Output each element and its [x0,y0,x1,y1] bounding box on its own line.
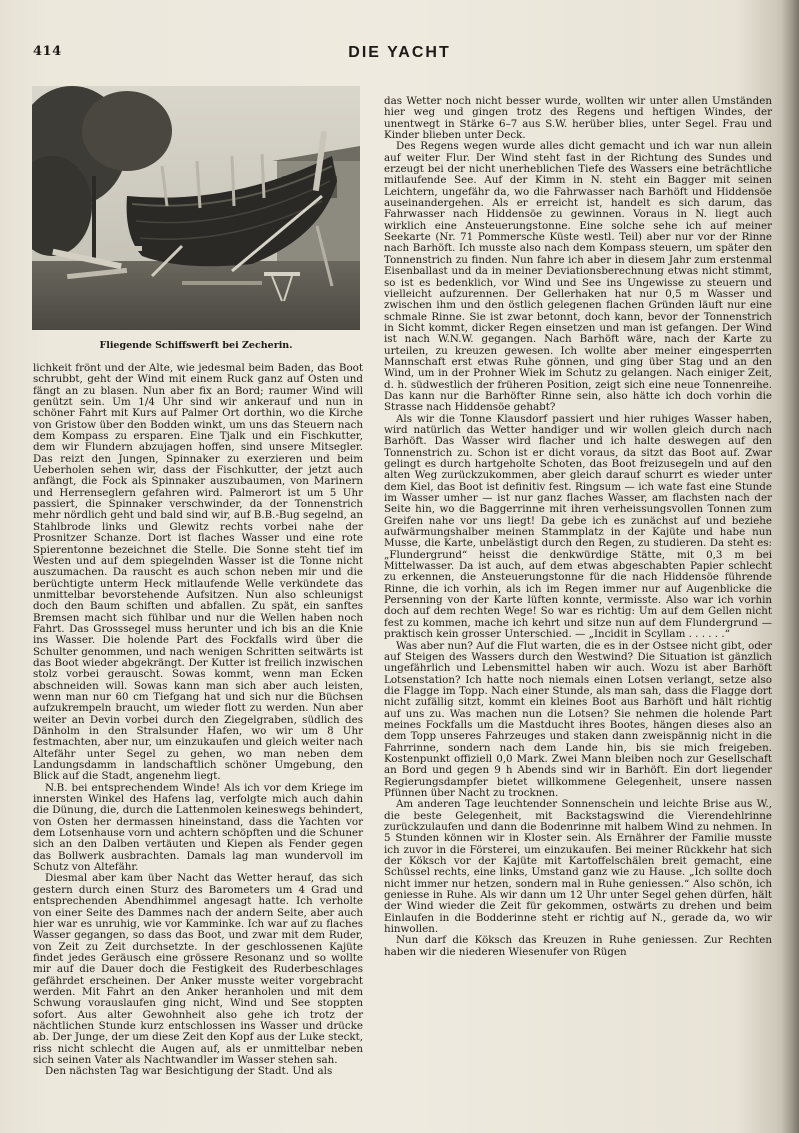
page-number: 414 [33,44,62,59]
page-header-title: DIE YACHT [348,44,451,61]
shipyard-photo-illustration [32,86,360,330]
right-paragraph-1: das Wetter noch nicht besser wurde, wollten wir unter allen Umständen hier weg und gingen trotz des Regens und heftigen Windes, der unentwegt in Stärke 6–7 aus S.W. herüber blies, unter Segel. Frau und Kinder blieben unter Deck. [384,95,772,142]
left-paragraph-2: N.B. bei entsprechendem Winde! Als ich vor dem Kriege im innersten Winkel des Hafens lag, verfolgte mich auch dahin die Dünung, die, durch die Lattenmolen keineswegs behindert, von Osten her dermassen hineinstand, dass die Yachten vor dem Lotsenhause vorn und achtern schöpften und die Schuner sich an den Dalben vertäuten und Kiepen als Fender gegen das Bollwerk ausbrachten. Damals lag man wundervoll im Schutz von Altefähr. [33,781,363,874]
right-paragraph-6: Nun darf die Köksch das Kreuzen in Ruhe geniessen. Zur Rechten haben wir die niederen Wiesenufer von Rügen [384,934,772,958]
left-paragraph-3: Diesmal aber kam über Nacht das Wetter herauf, das sich gestern durch einen Sturz des Barometers um 4 Grad und entsprechenden Abendhimmel angesagt hatte. Ich verholte von einer Seite des Dammes nach der andern Seite, aber auch hier war es unruhig, wie vor Kamminke. Ich war auf zu flaches Wasser gegangen, so dass das Boot, und zwar mit dem Ruder, von Zeit zu Zeit durchsetzte. In der geschlossenen Kajüte findet jedes Geräusch eine grössere Resonanz und so wollte mir auf die Dauer doch die Festigkeit des Ruderbeschlages gefährdet erscheinen. Der Anker musste weiter vorgebracht werden. Mit Fahrt an den Anker heranholen und mit dem Schwung vorauslaufen ging nicht, Wind und See stoppten sofort. Aus alter Gewohnheit also gehe ich trotz der nächtlichen Stunde kurz entschlossen ins Wasser und drücke ab. Der Junge, der um diese Zeit den Kopf aus der Luke steckt, riss nicht schlecht die Augen auf, als er unmittelbar neben sich seinen Vater als Nachtwandler im Wasser stehen sah. [33,872,363,1066]
right-paragraph-2: Des Regens wegen wurde alles dicht gemacht und ich war nun allein auf weiter Flur. Der Wind steht fast in der Richtung des Sundes und erzeugt bei der nicht unerheblichen Tiefe des Wassers eine beträchtliche mitlaufende See. Auf der Kimm in N. steht ein Bagger mit seinen Leichtern, ungefähr da, wo die Fahrwasser nach Barhöft und Hiddensöe auseinandergehen. Als er erreicht ist, handelt es sich darum, das Fahrwasser nach Hiddensöe zu gewinnen. Voraus in N. liegt auch wirklich eine Ansteuerungstonne. Eine solche sehe ich auf meiner Seekarte (Nr. 71 Pommersche Küste westl. Teil) aber nur vor der Rinne nach Barhöft. Ich musste also nach dem Kompass steuern, um später den Tonnenstrich zu finden. Nun fahre ich aber in diesem Jahr zum erstenmal Eisenballast und da in meiner Deviationsberechnung etwas nicht stimmt, so ist es bedenklich, vor Wind und See ins Ungewisse zu steuern und vielleicht aufzurennen. Der Gellerhaken hat nur 0,5 m Wasser und zwischen ihm und den östlich gelegenen flachen Gründen läuft nur eine schmale Rinne. Sie ist zwar betonnt, doch kann, bevor der Tonnenstrich in Sicht kommt, dicker Regen einsetzen und man ist gefangen. Der Wind ist nach W.N.W. gegangen. Nach Barhöft wäre, nach der Karte zu urteilen, zu kreuzen gewesen. Ich wollte aber meiner eingesperrten Mannschaft erst etwas Ruhe gönnen, und ging über Stag und an den Wind, um in der Prohner Wiek im Schutz zu gelangen. Nach einiger Zeit, d. h. südwestlich der früheren Position, zeigt sich eine neue Tonnenreihe. Das kann nur die Barhöfter Rinne sein, also hätte ich doch vorhin die Strasse nach Hiddensöe gehabt? [384,140,772,414]
shipyard-photo [32,86,360,330]
right-text-column [384,96,772,958]
left-paragraph-1: lichkeit frönt und der Alte, wie jedesmal beim Baden, das Boot schrubbt, geht der Wind mit einem Ruck ganz auf Osten und fängt an zu blasen. Nun aber fix an Bord; raumer Wind will genützt sein. Um 1/4 Uhr sind wir ankerauf und nun in schöner Fahrt mit Kurs auf Palmer Ort dorthin, wo die Kirche von Gristow über den Bodden winkt, um uns das Steuern nach dem Kompass zu ersparen. Eine Tjalk und ein Fischkutter, dem wir Flundern abzujagen hoffen, sind unsere Mitsegler. Das reizt den Jungen, Spinnaker zu exerzieren und beim Ueberholen sehen wir, dass der Fischkutter, der jetzt auch anfängt, die Fock als Spinnaker auszubaumen, von Marinern und Herrenseglern gefahren wird. Palmerort ist um 5 Uhr passiert, die Spinnaker verschwinder, da der Tonnenstrich mehr nördlich geht und bald sind wir, auf B.B.-Bug segelnd, an Stahlbrode links und Glewitz rechts vorbei nahe der Prosnitzer Schanze. Dort ist flaches Wasser und eine rote Spierentonne bezeichnet die Stelle. Die Sonne steht tief im Westen und auf dem spiegelnden Wasser ist die Tonne nicht auszumachen. Da rauscht es auch schon neben mir und die berüchtigte unterm Heck mitlaufende Welle verkündete das unmittelbar bevorstehende Aufsitzen. Nun also schleunigst doch den Baum schiften und abfallen. Zu spät, ein sanftes Bremsen macht sich fühlbar und nur die Wellen haben noch Fahrt. Das Grosssegel muss herunter und ich bis an die Knie ins Wasser. Die holende Part des Fockfalls wird über die Schulter genommen, und nach wenigen Schritten seitwärts ist das Boot wieder abgekrängt. Der Kutter ist freilich inzwischen stolz vorbei gerauscht. Sowas kommt, wenn man Ecken abschneiden will. Sowas kann man sich aber auch leisten, wenn man nur 60 cm Tiefgang hat und sich nur die Büchsen aufzukrempeln braucht, um wieder flott zu werden. Nun aber weiter an Devin vorbei durch den Ziegelgraben, südlich des Dänholm in den Stralsunder Hafen, wo wir um 8 Uhr festmachten, aber nur, um einzukaufen und gleich weiter nach Altefähr unter Segel zu gehen, wo man neben dem Landungsdamm in landschaftlich schöner Umgebung, den Blick auf die Stadt, angenehm liegt. [33,362,363,783]
photo-caption: Fliegende Schiffswerft bei Zecherin. [99,340,293,351]
right-paragraph-4: Was aber nun? Auf die Flut warten, die es in der Ostsee nicht gibt, oder auf Steigen des Wassers durch den Westwind? Die Situation ist gänzlich ungefährlich und Lebensmittel haben wir auch. Wozu ist aber Barhöft Lotsenstation? Ich hatte noch niemals einen Lotsen verlangt, setze also die Flagge im Topp. Nach einer Stunde, als man sah, dass die Flagge dort nicht zufällig sitzt, kommt ein kleines Boot aus Barhöft und hält richtig auf uns zu. Was machen nun die Lotsen? Sie nehmen die holende Part meines Fockfalls um die Mastducht ihres Bootes, hängen dieses also an dem Topp unseres Fahrzeuges und staken dann zweispännig nicht in die Fahrrinne, sondern nach dem Lande hin, bis sie mich freigeben. Kostenpunkt offiziell 0,0 Mark. Zwei Mann bleiben noch zur Gesellschaft an Bord und gegen 9 h Abends sind wir in Barhöft. Ein dort liegender Regierungsdampfer bietet willkommene Gelegenheit, unsere nassen Pfünnen über Nacht zu trocknen. [384,639,772,799]
page-edge-shadow [781,0,799,1133]
left-text-column [33,363,363,1078]
right-paragraph-3: Als wir die Tonne Klausdorf passiert und hier ruhiges Wasser haben, wird natürlich das Wetter handiger und wir wollen gleich durch nach Barhöft. Das Wasser wird flacher und ich halte deswegen auf den Tonnenstrich zu. Schon ist er dicht voraus, da sitzt das Boot auf. Zwar gelingt es durch hartgeholte Schoten, das Boot freizusegeln und auf den alten Weg zurückzukommen, aber gleich darauf schurrt es wieder unter dem Kiel, das Boot ist definitiv fest. Ringsum — ich wate fast eine Stunde im Wasser umher — ist nur ganz flaches Wasser, am flachsten nach der Seite hin, wo die Baggerrinne mit ihren verheissungsvollen Tonnen zum Greifen nahe vor uns liegt! Da gebe ich es zunächst auf und beziehe aufwärmungshalber meinen Stammplatz in der Kajüte und habe nun Musse, die Karte, unbelästigt durch den Regen, zu studieren. Da steht es: „Flundergrund“ heisst die denkwürdige Stätte, mit 0,3 m bei Mittelwasser. Da ist auch, auf dem etwas abgeschabten Papier schlecht zu erkennen, die Ansteuerungstonne für die nach Hiddensöe führende Rinne, die ich vorhin, als ich im Regen immer nur auf Augenblicke die Persenning von der Karte lüften konnte, vermisste. Also war ich vorhin doch auf dem rechten Wege! So war es richtig: Um auf dem Gellen nicht fest zu kommen, mache ich kehrt und sitze nun auf dem Flundergrund — praktisch kein grosser Unterschied. — „Incidit in Scyllam . . . . . .“ [384,412,772,641]
left-paragraph-4: Den nächsten Tag war Besichtigung der Stadt. Und als [45,1065,333,1078]
right-paragraph-5: Am anderen Tage leuchtender Sonnenschein und leichte Brise aus W., die beste Gelegenheit, mit Backstagswind die Vierendehlrinne zurückzulaufen und dann die Bodenrinne mit halbem Wind zu nehmen. In 5 Stunden können wir in Kloster sein. Als Ernährer der Familie musste ich zuvor in die Försterei, um einzukaufen. Bei meiner Rückkehr hat sich der Köksch vor der Kajüte mit Kartoffelschälen breit gemacht, eine Schüssel rechts, eine links, Umstand ganz wie zu Hause. „Ich sollte doch nicht immer nur hetzen, sondern mal in Ruhe geniessen.“ Also schön, ich geniesse in Ruhe. Als wir dann um 12 Uhr unter Segel gehen dürfen, hält der Wind wieder die Zeit für gekommen, ostwärts zu drehen und beim Einlaufen in die Bodderinne steht er richtig auf N., gerade da, wo wir hinwollen. [384,798,772,936]
